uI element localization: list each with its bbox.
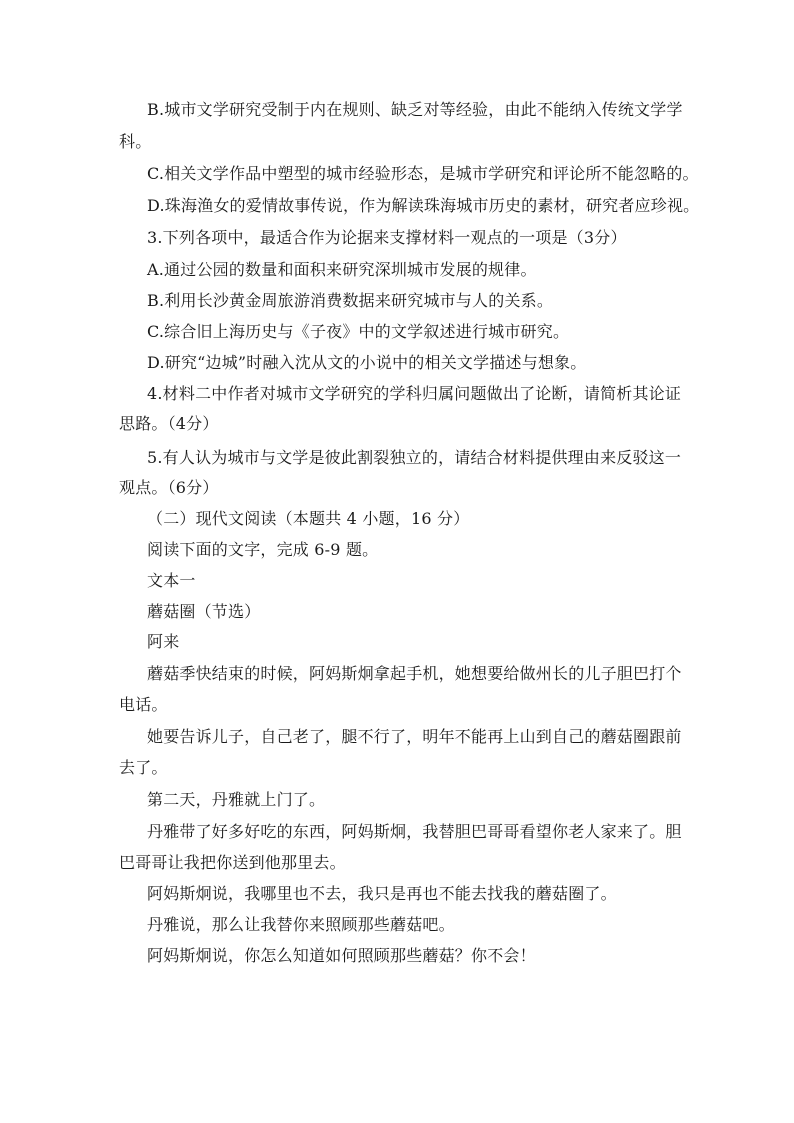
story-paragraph: 阿妈斯炯说，你怎么知道如何照顾那些蘑菇？你不会！ (147, 946, 536, 965)
question-4: 4.材料二中作者对城市文学研究的学科归属问题做出了论断，请简析其论证 (147, 384, 682, 403)
story-paragraph: 第二天，丹雅就上门了。 (147, 790, 326, 809)
story-paragraph-continuation: 巴哥哥让我把你送到他那里去。 (119, 853, 346, 872)
text-line-continuation: 科。 (119, 132, 152, 151)
story-paragraph: 丹雅带了好多好吃的东西，阿妈斯炯，我替胆巴哥哥看望你老人家来了。胆 (147, 822, 682, 841)
text-label: 文本一 (147, 571, 196, 590)
question-3-option-b: B.利用长沙黄金周旅游消费数据来研究城市与人的关系。 (147, 291, 554, 310)
question-3-option-a: A.通过公园的数量和面积来研究深圳城市发展的规律。 (147, 260, 537, 279)
story-paragraph: 丹雅说，那么让我替你来照顾那些蘑菇吧。 (147, 915, 455, 934)
story-title: 蘑菇圈（节选） (147, 602, 261, 621)
text-line-option-d: D.珠海渔女的爱情故事传说，作为解读珠海城市历史的素材，研究者应珍视。 (147, 196, 700, 215)
question-5-continuation: 观点。（6分） (119, 478, 219, 497)
story-paragraph: 蘑菇季快结束的时候，阿妈斯炯拿起手机，她想要给做州长的儿子胆巴打个 (147, 664, 682, 683)
question-3-option-d: D.研究“边城”时融入沈从文的小说中的相关文学描述与想象。 (147, 353, 587, 372)
story-paragraph: 阿妈斯炯说，我哪里也不去，我只是再也不能去找我的蘑菇圈了。 (147, 884, 617, 903)
story-author: 阿来 (147, 632, 180, 651)
question-5: 5.有人认为城市与文学是彼此割裂独立的，请结合材料提供理由来反驳这一 (147, 448, 682, 467)
reading-instruction: 阅读下面的文字，完成 6-9 题。 (147, 540, 379, 559)
text-line-option-b: B.城市文学研究受制于内在规则、缺乏对等经验，由此不能纳入传统文学学 (147, 100, 683, 119)
story-paragraph: 她要告诉儿子，自己老了，腿不行了，明年不能再上山到自己的蘑菇圈跟前 (147, 727, 682, 746)
question-4-continuation: 思路。（4分） (119, 414, 219, 433)
question-3: 3.下列各项中，最适合作为论据来支撑材料一观点的一项是（3分） (147, 228, 627, 247)
question-3-option-c: C.综合旧上海历史与《子夜》中的文学叙述进行城市研究。 (147, 322, 570, 341)
story-paragraph-continuation: 去了。 (119, 758, 168, 777)
text-line-option-c: C.相关文学作品中塑型的城市经验形态，是城市学研究和评论所不能忽略的。 (147, 164, 699, 183)
story-paragraph-continuation: 电话。 (119, 695, 168, 714)
section-heading: （二）现代文阅读（本题共 4 小题，16 分） (147, 509, 470, 528)
